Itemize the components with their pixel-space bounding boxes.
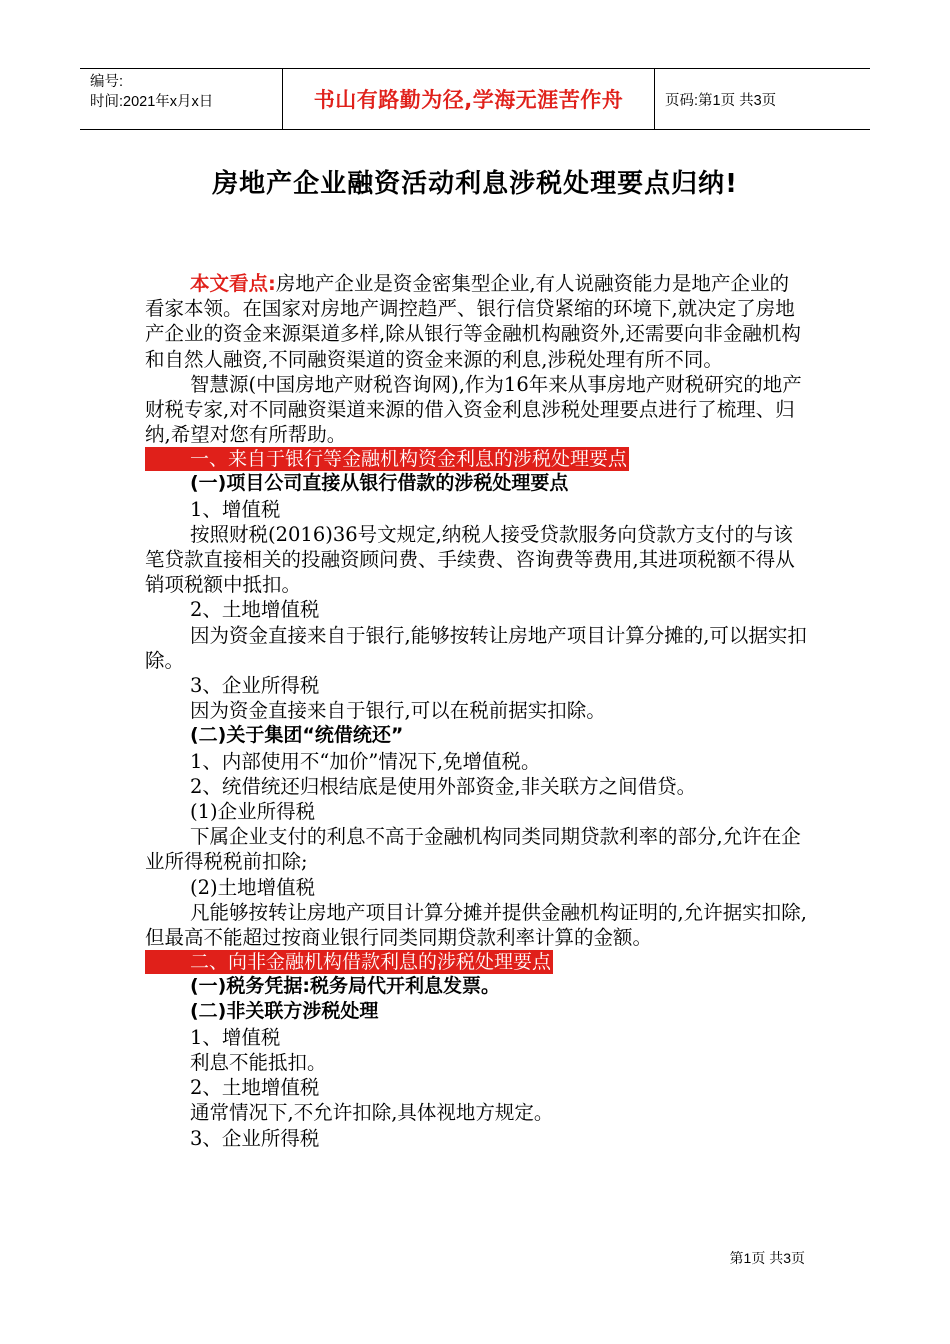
section2-item1: 1、增值税 [190,1025,281,1049]
motto: 书山有路勤为径,学海无涯苦作舟 [313,88,624,112]
section1-sub1: (一)项目公司直接从银行借款的涉税处理要点 [190,472,569,495]
section1-item2: 2、土地增值税 [190,598,320,622]
section2-item3: 3、企业所得税 [190,1126,320,1150]
header-page-cell [655,69,870,129]
section2-sub1: (一)税务凭据:税务局代开利息发票。 [190,975,500,998]
page-footer: 第1页 共3页 [729,1250,805,1266]
time-label: 时间:2021年x月x日 [90,94,214,110]
section1-sub2-item2a-text: 下属企业支付的利息不高于金融机构同类同期贷款利率的部分,允许在企业所得税税前扣除; [145,825,801,874]
section2-item2: 2、土地增值税 [190,1076,320,1100]
section1-item3-text: 因为资金直接来自于银行,可以在税前据实扣除。 [190,699,606,723]
section1-sub2-item1: 1、内部使用不“加价”情况下,免增值税。 [190,749,541,773]
header-left-cell [80,69,282,129]
section2-item2-text: 通常情况下,不允许扣除,具体视地方规定。 [190,1101,554,1125]
section1-heading: 一、来自于银行等金融机构资金利息的涉税处理要点 [145,447,629,471]
intro-paragraph [145,271,808,372]
section2-heading-row [145,950,808,974]
section2-sub2: (二)非关联方涉税处理 [190,1000,379,1023]
document-body [145,271,808,1151]
section1-item3: 3、企业所得税 [190,674,320,698]
section1-sub2: (二)关于集团“统借统还” [190,724,404,747]
document-title: 房地产企业融资活动利息涉税处理要点归纳! [212,169,738,199]
section1-sub2-item2b: (2)土地增值税 [190,875,316,899]
section1-item1-text: 按照财税(2016)36号文规定,纳税人接受贷款服务向贷款方支付的与该笔贷款直接相关的投融资顾问费、手续费、咨询费等费用,其进项税额不得从销项税额中抵扣。 [145,522,795,597]
section2-heading: 二、向非金融机构借款利息的涉税处理要点 [145,950,553,974]
section1-sub2-item2a: (1)企业所得税 [190,800,316,824]
section1-item2-text: 因为资金直接来自于银行,能够按转让房地产项目计算分摊的,可以据实扣除。 [145,623,807,672]
section2-item1-text: 利息不能抵扣。 [190,1050,327,1074]
intro-paragraph-2: 智慧源(中国房地产财税咨询网),作为16年来从事房地产财税研究的地产财税专家,对不同融资渠道来源的借入资金利息涉税处理要点进行了梳理、归纳,希望对您有所帮助。 [145,372,802,447]
section1-item1: 1、增值税 [190,497,281,521]
section1-sub2-item2: 2、统借统还归根结底是使用外部资金,非关联方之间借贷。 [190,774,697,798]
header-motto-cell [282,69,655,129]
page-info: 页码:第1页 共3页 [665,92,777,109]
intro-text: 房地产企业是资金密集型企业,有人说融资能力是地产企业的看家本领。在国家对房地产调控趋严、银行信贷紧缩的环境下,就决定了房地产企业的资金来源渠道多样,除从银行等金融机构融资外,还需要向非金融机构和自然人融资,不同融资渠道的资金来源的利息,涉税处理有所不同。 [145,272,801,371]
header-table [80,68,870,130]
section1-heading-row [145,447,808,471]
number-label: 编号: [90,74,124,90]
intro-label: 本文看点: [190,272,276,295]
section1-sub2-item2b-text: 凡能够按转让房地产项目计算分摊并提供金融机构证明的,允许据实扣除,但最高不能超过按商业银行同类同期贷款利率计算的金额。 [145,900,807,950]
